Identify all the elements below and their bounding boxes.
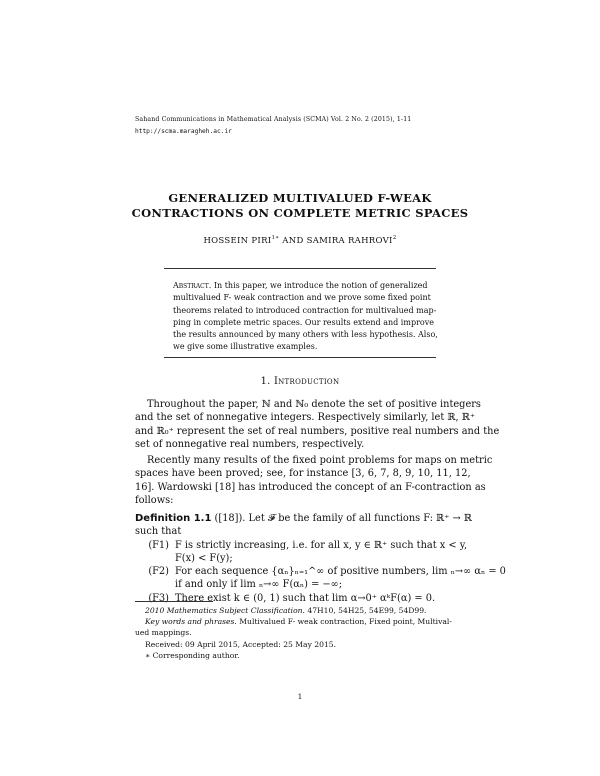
definition-item-f1 bbox=[135, 539, 468, 552]
footnote-corresponding: ∗ Corresponding author. bbox=[145, 650, 240, 660]
definition-item-f2 bbox=[135, 565, 506, 578]
journal-url[interactable]: http://scma.maragheh.ac.ir bbox=[135, 128, 232, 135]
footnote-text: 47H10, 54H25, 54E99, 54D99. bbox=[304, 606, 427, 615]
text-line: follows: bbox=[135, 494, 174, 506]
footnotes bbox=[135, 605, 465, 661]
footnote-label: 2010 Mathematics Subject Classification. bbox=[145, 606, 305, 615]
item-text: For each sequence {αₙ}ₙ₌₁^∞ of positive numbers, lim ₙ→∞ αₙ = 0 bbox=[175, 566, 506, 578]
abstract bbox=[173, 280, 438, 354]
footnote-rule bbox=[135, 601, 213, 602]
abstract-label: Abstract. bbox=[173, 281, 212, 290]
abstract-bottom-rule bbox=[164, 357, 436, 358]
paper-title-line-1: GENERALIZED MULTIVALUED F-WEAK bbox=[168, 191, 432, 205]
footnote-text: ued mappings. bbox=[135, 628, 192, 638]
section-heading bbox=[100, 376, 500, 387]
definition-item-f3 bbox=[135, 592, 465, 605]
paragraph-1 bbox=[135, 398, 500, 451]
author-2-mark: 2 bbox=[392, 235, 397, 241]
item-text: F(x) < F(y); bbox=[175, 552, 233, 564]
text-line: Throughout the paper, ℕ and ℕ₀ denote the set of positive integers bbox=[147, 399, 481, 410]
footnote-text: Multivalued F- weak contraction, Fixed point, Multival- bbox=[236, 617, 452, 627]
abstract-line: the results announced by many others with less hypothesis. Also, bbox=[173, 330, 438, 340]
definition-1-1 bbox=[135, 512, 506, 605]
author-1: HOSSEIN PIRI bbox=[203, 235, 272, 246]
abstract-line: multivalued F- weak contraction and we prove some fixed point bbox=[173, 293, 431, 303]
text-line: and the set of nonnegative integers. Respectively similarly, let ℝ, ℝ⁺ bbox=[135, 412, 476, 424]
journal-header: Sahand Communications in Mathematical Analysis (SCMA) Vol. 2 No. 2 (2015), 1-11 bbox=[135, 116, 412, 123]
item-label: (F1) bbox=[148, 539, 169, 551]
abstract-line: we give some illustrative examples. bbox=[173, 342, 318, 352]
abstract-line: ping in complete metric spaces. Our results extend and improve bbox=[173, 317, 434, 327]
definition-text: such that bbox=[135, 526, 182, 538]
text-line: Recently many results of the fixed point problems for maps on metric bbox=[147, 455, 493, 466]
footnote-keywords bbox=[135, 616, 465, 627]
footnote-msc bbox=[135, 605, 465, 616]
text-line: spaces have been proved; see, for instance [3, 6, 7, 8, 9, 10, 11, 12, bbox=[135, 468, 471, 480]
section-number: 1. bbox=[260, 376, 274, 387]
item-text: There exist k ∈ (0, 1) such that lim α→0⁺ αᵏF(α) = 0. bbox=[175, 592, 436, 604]
author-2: AND SAMIRA RAHROVI bbox=[279, 235, 393, 246]
footnote-label: Key words and phrases. bbox=[145, 617, 237, 627]
item-text: if and only if lim ₙ→∞ F(αₙ) = −∞; bbox=[175, 579, 343, 591]
footnote-received: Received: 09 April 2015, Accepted: 25 May 2015. bbox=[145, 639, 337, 649]
paragraph-2 bbox=[135, 454, 493, 507]
text-line: 16]. Wardowski [18] has introduced the concept of an F-contraction as bbox=[135, 481, 486, 493]
abstract-top-rule bbox=[164, 268, 436, 269]
author-1-mark: 1∗ bbox=[271, 235, 280, 241]
item-label: (F2) bbox=[148, 566, 169, 578]
definition-text: Let 𝓕 be the family of all functions F: ℝ⁺ → ℝ bbox=[248, 513, 473, 524]
section-title: Introduction bbox=[273, 376, 340, 387]
authors bbox=[100, 235, 500, 246]
abstract-line: In this paper, we introduce the notion of generalized bbox=[211, 281, 428, 290]
page-number: 1 bbox=[297, 692, 303, 701]
item-label: (F3) bbox=[148, 592, 169, 604]
definition-ref: ([18]). bbox=[211, 513, 249, 524]
abstract-line: theorems related to introduced contraction for multivalued map- bbox=[173, 305, 437, 315]
paper-title-line-2: CONTRACTIONS ON COMPLETE METRIC SPACES bbox=[131, 206, 469, 220]
text-line: and ℝ₀⁺ represent the set of real numbers, positive real numbers and the bbox=[135, 425, 500, 437]
item-text: F is strictly increasing, i.e. for all x, y ∈ ℝ⁺ such that x < y, bbox=[175, 539, 468, 551]
text-line: set of nonnegative real numbers, respectively. bbox=[135, 438, 365, 450]
definition-heading: Definition 1.1 bbox=[135, 513, 212, 524]
